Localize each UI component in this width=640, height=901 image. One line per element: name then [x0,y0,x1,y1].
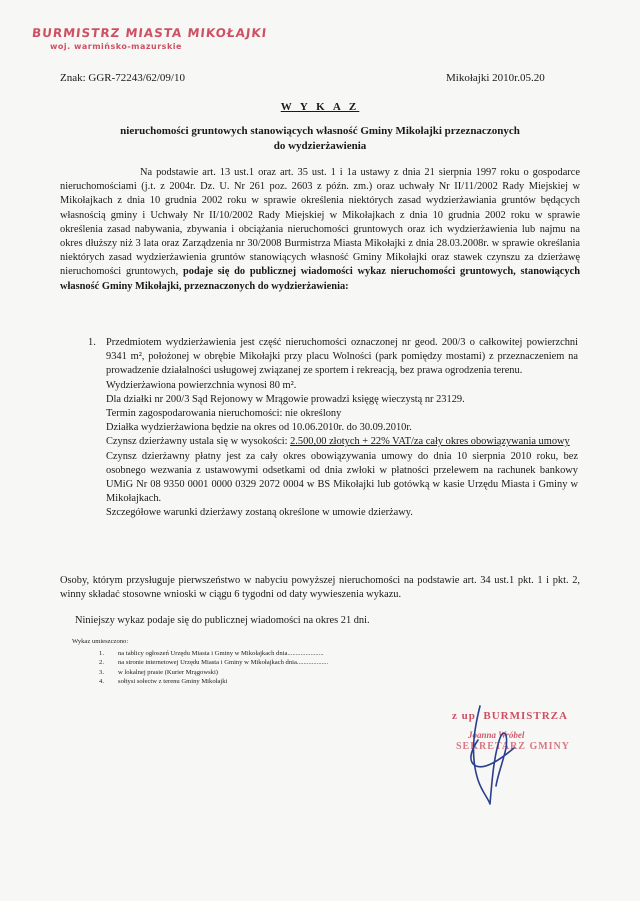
document-title: W Y K A Z [280,101,360,113]
item-lease-period: Działka wydzierżawiona będzie na okres od 10.06.2010r. do 30.09.2010r. [106,422,412,434]
posting-list-item: 4. sołtysi sołectw z terenu Gminy Mikołajki [99,678,228,685]
item-rent [106,435,578,449]
posting-list-item: 3. w lokalnej prasie (Kurier Mrągowski) [99,668,218,676]
intro-paragraph [60,166,580,294]
posting-list-item: 2. na stronie internetowej Urzędu Miasta i Gminy w Mikołajkach dnia................... [99,659,329,666]
stamp-line-2: woj. warmińsko-mazurskie [50,42,182,51]
item-number: 1. [88,337,96,348]
stamp-position: SEKRETARZ GMINY [456,741,570,752]
posting-list [72,637,472,687]
stamp-authority: z up. BURMISTRZA [452,710,568,722]
rent-value: 2.500,00 złotych + 22% VAT/za cały okres obowiązywania umowy [290,436,570,448]
item-land-register: Dla działki nr 200/3 Sąd Rejonowy w Mrągowie prowadzi księgę wieczystą nr 23129. [106,393,465,405]
office-stamp-top [31,26,268,66]
item-area: Wydzierżawiona powierzchnia wynosi 80 m². [106,379,297,391]
stamp-line-1: BURMISTRZ MIASTA MIKOŁAJKI [31,26,268,40]
posting-list-item: 1. na tablicy ogłoszeń Urzędu Miasta i Gminy w Mikołajkach dnia...................... [99,649,324,657]
item-development-term: Termin zagospodarowania nieruchomości: nie określony [106,408,342,420]
stamp-signatory: Joanna Wróbel [468,730,525,740]
intro-text: Na podstawie art. 13 ust.1 oraz art. 35 ust. 1 i 1a ustawy z dnia 21 sierpnia 1997 roku o gospodarce nieruchomościami (j.t. z 2004r. Dz. U. Nr 261 poz. 2603 z późn. zm.) oraz uchwały Nr II/11/2002 Rady Miejskiej w Mikołajkach z dnia 10 grudnia 2002 roku w sprawie określenia niektórych zasad wydzierżawiania gruntów będących własnością gminy i Uchwały Nr II/10/2002 Rady Miejskiej w Mikołajkach z dnia 10 grudnia 2002 roku w sprawie określenia zasad nabywania, zbywania i obciążania nieruchomości gruntowych oraz ich wydzierżawienia lub najmu na okres dłuższy niż 3 lata oraz Zarządzenia nr 30/2008 Burmistrza Miasta Mikołajki z dnia 28.03.2008r. w sprawie określania niektórych zasad wydzierżawienia gruntów stanowiących własność Gminy Mikołajki oraz stawek czynszu za dzierżawę nieruchomości gruntowych, [60,167,580,278]
handwritten-signature [440,700,600,810]
document-date: Mikołajki 2010r.05.20 [446,72,545,84]
priority-notice: Osoby, którym przysługuje pierwszeństwo w nabyciu powyższej nieruchomości na podstawie art. 34 ust.1 pkt. 1 i pkt. 2, winny składać stosowne wnioski w ciągu 6 tygodni od daty wywieszenia wykazu. [60,575,580,601]
reference-number: Znak: GGR-72243/62/09/10 [60,72,185,84]
intro-bold-text: podaje się do publicznej wiadomości wykaz nieruchomości gruntowych, stanowiących własność Gminy Mikołajki, przeznaczonych do wydzierżawienia: [60,266,580,292]
rent-label: Czynsz dzierżawny ustala się w wysokości: [106,436,291,448]
posting-list-title: Wykaz umieszczono: [72,638,129,645]
publication-notice: Niniejszy wykaz podaje się do publicznej wiadomości na okres 21 dni. [75,615,370,626]
document-subtitle: nieruchomości gruntowych stanowiących własność Gminy Mikołajki przeznaczonych do wydzierżawienia [120,125,520,152]
item-payment-terms: Czynsz dzierżawny płatny jest za cały okres obowiązywania umowy do dnia 10 sierpnia 2010 roku, bez osobnego wezwania z ustawowymi odsetkami od dnia zwłoki w płatności przelewem na rachunek bankowy UMiG Nr 08 9350 0001 0000 0329 2072 0004 w BS Mikołajki lub gotówką w kasie Urzędu Miasta i Gminy w Mikołajkach. [106,450,578,505]
item-description: Przedmiotem wydzierżawienia jest część nieruchomości oznaczonej nr geod. 200/3 o całkowitej powierzchni 9341 m², położonej w obrębie Mikołajki przy placu Wolności (park pomiędzy mostami) z przeznaczeniem na prowadzenie działalności usługowej związanej ze sportem i rekreacją, bez prawa ogrodzenia terenu. [106,337,578,377]
item-conditions: Szczegółowe warunki dzierżawy zostaną określone w umowie dzierżawy. [106,507,413,519]
